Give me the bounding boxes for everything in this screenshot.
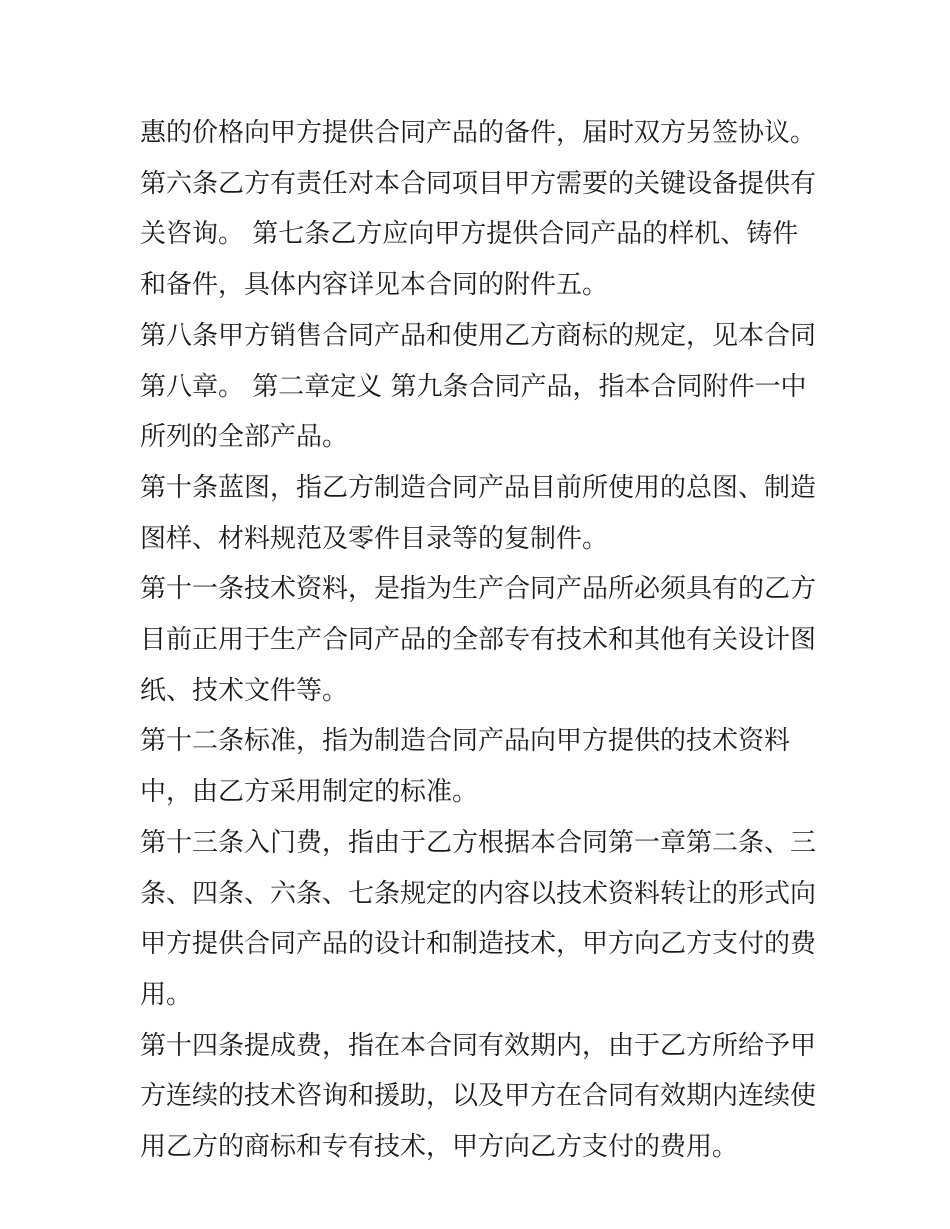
paragraph-spare-parts: 惠的价格向甲方提供合同产品的备件，届时双方另签协议。 [140, 118, 817, 148]
paragraph-article-11: 第十一条技术资料，是指为生产合同产品所必须具有的乙方目前正用于生产合同产品的全部专有技术和其他有关设计图纸、技术文件等。 [140, 574, 817, 706]
paragraph-article-8-9: 第八条甲方销售合同产品和使用乙方商标的规定，见本合同第八章。 第二章定义 第九条合同产品，指本合同附件一中所列的全部产品。 [140, 320, 817, 453]
paragraph-article-10: 第十条蓝图，指乙方制造合同产品目前所使用的总图、制造图样、材料规范及零件目录等的复制件。 [140, 472, 817, 554]
paragraph-article-13: 第十三条入门费，指由于乙方根据本合同第一章第二条、三条、四条、六条、七条规定的内容以技术资料转让的形式向甲方提供合同产品的设计和制造技术，甲方向乙方支付的费用。 [140, 827, 817, 1010]
paragraph-article-14: 第十四条提成费，指在本合同有效期内，由于乙方所给予甲方连续的技术咨询和援助，以及甲方在合同有效期内连续使用乙方的商标和专有技术，甲方向乙方支付的费用。 [140, 1030, 817, 1163]
paragraph-article-6-7: 第六条乙方有责任对本合同项目甲方需要的关键设备提供有关咨询。 第七条乙方应向甲方提供合同产品的样机、铸件和备件，具体内容详见本合同的附件五。 [140, 168, 817, 301]
paragraph-article-12: 第十二条标准，指为制造合同产品向甲方提供的技术资料中，由乙方采用制定的标准。 [140, 726, 791, 808]
document-body [140, 108, 820, 1173]
